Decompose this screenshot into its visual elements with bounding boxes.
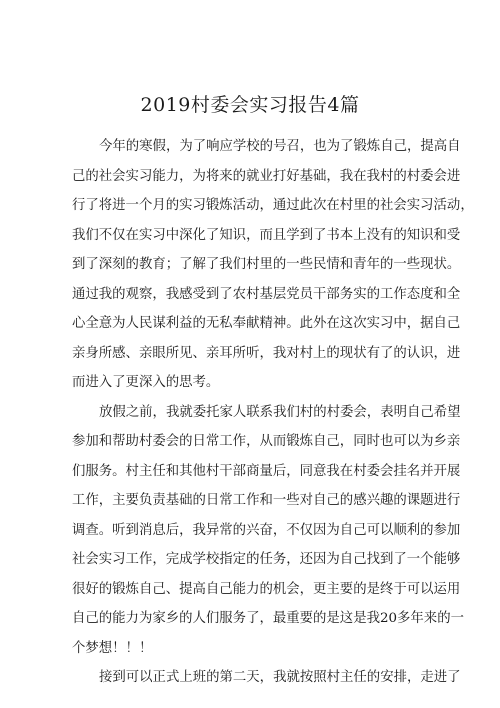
text-line: 行了将进一个月的实习锻炼活动，通过此次在村里的社会实习活动，	[72, 198, 474, 213]
text-line: 参加和帮助村委会的日常工作，从而锻炼自己，同时也可以为乡亲	[72, 434, 461, 449]
text-line: 个梦想！！！	[72, 640, 153, 656]
text-line: 放假之前，我就委托家人联系我们村的村委会，表明自己希望	[99, 404, 461, 420]
text-line: 接到可以正式上班的第二天，我就按照村主任的安排，走进了	[99, 670, 461, 685]
text-line: 工作，主要负责基础的日常工作和一些对自己的感兴趣的课题进行	[72, 493, 461, 508]
text-line: 很好的锻炼自己、提高自己能力的机会，更主要的是终于可以运用	[72, 581, 461, 597]
text-line: 己的社会实习能力，为将来的就业打好基础，我在我村的村委会进	[72, 168, 461, 184]
text-line: 通过我的观察，我感受到了农村基层党员干部务实的工作态度和全	[72, 286, 461, 302]
paragraph-3	[72, 663, 461, 693]
text-line: 而进入了更深入的思考。	[72, 375, 220, 390]
text-line: 调查。听到消息后，我异常的兴奋，不仅因为自己可以顺利的参加	[72, 522, 461, 538]
paragraph-2	[72, 398, 464, 664]
text-line: 亲身所感、亲眼所见、亲耳所听，我对村上的现状有了的认识，进	[72, 345, 461, 361]
text-line: 们服务。村主任和其他村干部商量后，同意我在村委会挂名并开展	[72, 463, 461, 479]
text-line: 我们不仅在实习中深化了知识，而且学到了书本上没有的知识和受	[72, 227, 461, 243]
text-line: 自己的能力为家乡的人们服务了，最重要的是这是我20多年来的一	[72, 611, 464, 626]
document-body	[72, 132, 474, 693]
text-line: 心全意为人民谋利益的无私奉献精神。此外在这次实习中，据自己	[72, 316, 461, 331]
text-line: 到了深刻的教育；了解了我们村里的一些民情和青年的一些现状。	[72, 257, 461, 272]
paragraph-1	[72, 132, 474, 398]
text-line: 今年的寒假，为了响应学校的号召，也为了锻炼自己，提高自	[99, 139, 461, 154]
document-title: 2019村委会实习报告4篇	[140, 94, 360, 116]
text-line: 社会实习工作，完成学校指定的任务，还因为自己找到了一个能够	[72, 552, 461, 567]
